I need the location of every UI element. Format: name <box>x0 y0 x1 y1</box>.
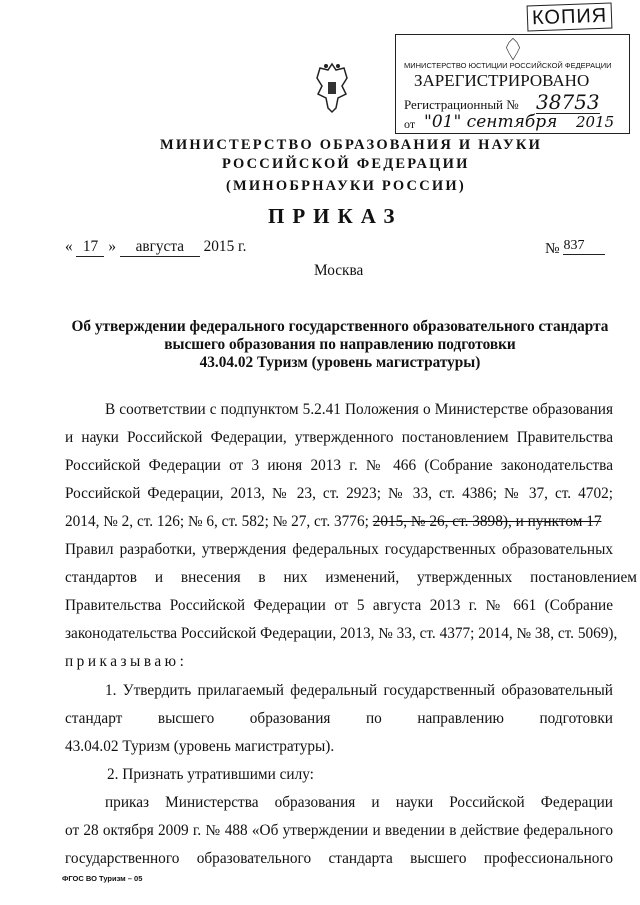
coat-of-arms-icon <box>314 60 350 116</box>
date-day: 17 <box>76 238 104 257</box>
body-line: законодательства Российской Федерации, 2013, № 33, ст. 4377; 2014, № 38, ст. 5069), <box>65 625 618 642</box>
date-close-quote: » <box>108 238 116 255</box>
date-open-quote: « <box>65 238 73 255</box>
order-title <box>60 318 620 372</box>
order-number <box>545 238 605 258</box>
ministry-short-name: (МИНОБРНАУКИ РОССИИ) <box>226 178 466 194</box>
body-line: государственного образовательного стандарта высшего профессионального <box>65 850 613 867</box>
ministry-name-line1: МИНИСТЕРСТВО ОБРАЗОВАНИЯ И НАУКИ <box>160 137 543 153</box>
body-line-part: 2014, № 2, ст. 126; № 6, ст. 582; № 27, ст. 3776; <box>65 513 369 530</box>
body-line: 43.04.02 Туризм (уровень магистратуры). <box>65 738 335 755</box>
body-line: Российской Федерации от 3 июня 2013 г. № 466 (Собрание законодательства <box>65 457 613 474</box>
stamp-reg-number: 38753 <box>536 90 600 114</box>
stamp-status: ЗАРЕГИСТРИРОВАНО <box>414 71 590 90</box>
body-line: В соответствии с подпунктом 5.2.41 Положения о Министерстве образования <box>105 401 613 418</box>
body-line: Правительства Российской Федерации от 5 августа 2013 г. № 661 (Собрание <box>65 597 613 614</box>
number-value: 837 <box>563 238 605 255</box>
body-line: и науки Российской Федерации, утвержденного постановлением Правительства <box>65 429 613 446</box>
number-label: № <box>545 240 560 257</box>
ministry-name-line2: РОССИЙСКОЙ ФЕДЕРАЦИИ <box>222 156 470 172</box>
body-line: от 28 октября 2009 г. № 488 «Об утверждении и введении в действие федерального <box>65 822 613 839</box>
doc-type: ПРИКАЗ <box>268 204 403 228</box>
stamp-date: "01" сентября <box>424 112 558 132</box>
registration-stamp <box>395 34 630 134</box>
body-line: Правил разработки, утверждения федеральных государственных образовательных <box>65 541 613 558</box>
body-line: Российской Федерации, 2013, № 23, ст. 2923; № 33, ст. 4386; № 37, ст. 4702; <box>65 485 613 502</box>
order-verb: приказываю: <box>65 653 188 670</box>
order-date <box>65 238 246 257</box>
title-line: высшего образования по направлению подготовки <box>164 336 516 353</box>
body-line: стандартов и внесения в них изменений, утвержденных постановлением <box>65 569 637 586</box>
body-line: стандарт высшего образования по направлению подготовки <box>65 710 613 727</box>
stamp-reg-label: Регистрационный № <box>404 97 519 112</box>
stamp-year: 2015 <box>576 113 615 131</box>
footer-code: ФГОС ВО Туризм – 05 <box>62 874 143 883</box>
struck-text: 2015, № 26, ст. 3898), и пунктом 17 <box>372 513 602 530</box>
body-line: 2. Признать утратившими силу: <box>107 766 314 783</box>
body-line: 1. Утвердить прилагаемый федеральный государственный образовательный <box>105 682 613 699</box>
body-line <box>65 513 613 531</box>
stamp-emblem-icon <box>503 37 523 61</box>
title-line: 43.04.02 Туризм (уровень магистратуры) <box>199 354 481 371</box>
stamp-org: МИНИСТЕРСТВО ЮСТИЦИИ РОССИЙСКОЙ ФЕДЕРАЦИИ <box>404 61 612 70</box>
body-line: приказ Министерства образования и науки Российской Федерации <box>105 794 613 811</box>
stamp-date-prefix: от <box>404 117 416 131</box>
copy-stamp: КОПИЯ <box>527 3 613 32</box>
date-month: августа <box>120 238 200 257</box>
city: Москва <box>314 262 364 279</box>
date-year: 2015 г. <box>203 238 247 255</box>
title-line: Об утверждении федерального государственного образовательного стандарта <box>71 318 609 335</box>
